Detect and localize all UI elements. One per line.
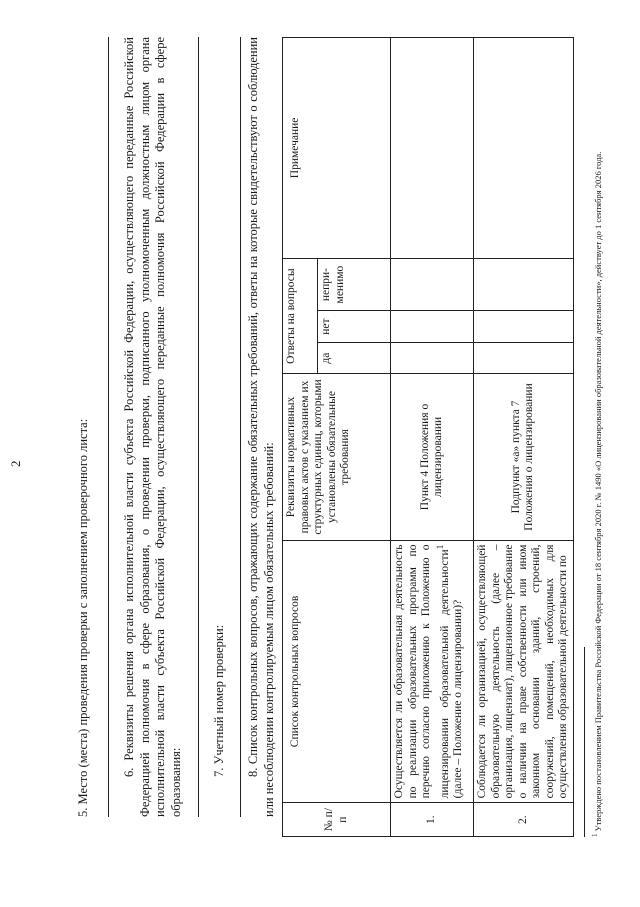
footnote-marker: 1	[591, 833, 599, 837]
row-2-na-cell[interactable]	[474, 258, 574, 311]
header-yes: да	[318, 342, 391, 374]
header-no: нет	[318, 311, 391, 343]
checklist-table	[282, 37, 574, 837]
item-6-fill-line	[198, 37, 199, 817]
header-questions: Список контрольных вопросов	[283, 540, 391, 803]
page-number: 2	[8, 460, 23, 467]
item-5-fill-line	[108, 37, 109, 817]
row-2-requisite: Подпункт «а» пункта 7 Положения о лицензировании	[474, 374, 574, 540]
row-1-number: 1.	[391, 803, 474, 837]
row-1-note-cell[interactable]	[391, 38, 474, 259]
row-2-number: 2.	[474, 803, 574, 837]
footnote-separator	[584, 647, 585, 837]
row-1-question: Осуществляется ли образовательная деятельность по реализации образовательных программ по перечню согласно приложению к Положению о лицензировании образовательной деятельности$^1$ (далее – Положение о лицензировании)?	[391, 540, 474, 803]
table-header-row	[283, 38, 318, 837]
row-2-no-cell[interactable]	[474, 311, 574, 343]
item-5-place: 5. Место (места) проведения проверки с заполнением проверочного листа:	[76, 418, 90, 817]
item-8-question-list-intro: 8. Список контрольных вопросов, отражающих содержание обязательных требований, ответы на которые свидетельствуют о соблюдении или несоблюдении контролируемым лицом обязательных требований:	[246, 37, 276, 817]
header-answers: Ответы на вопросы	[283, 258, 318, 374]
row-1-na-cell[interactable]	[391, 258, 474, 311]
row-2-yes-cell[interactable]	[474, 342, 574, 374]
table-row	[391, 38, 474, 837]
row-1-requisite: Пункт 4 Положения о лицензировании	[391, 374, 474, 540]
item-6-decision: 6. Реквизиты решения органа исполнительной власти субъекта Российской Федерации, осуществляющего переданные Российской Федерацией полномочия в сфере образования, о проведении проверки, подписанного уполномоченным должностным лицом органа исполнительной власти субъекта Российской Федерации, осуществляющего переданные полномочия Российской Федерации в сфере образования:	[122, 37, 183, 817]
header-note: Примечание	[283, 38, 391, 259]
header-number: № п/п	[283, 803, 391, 837]
row-2-note-cell[interactable]	[474, 38, 574, 259]
row-1-no-cell[interactable]	[391, 311, 474, 343]
table-row	[474, 38, 574, 837]
item-7-fill-line	[240, 37, 241, 817]
header-not-applicable: непри-менимо	[318, 258, 391, 311]
footnote-ref: 1	[434, 544, 446, 550]
footnote-text: Утверждено постановлением Правительства Российской Федерации от 18 сентября 2020 г. № 1490 «О лицензировании образовательной деятельности», действует до 1 сентября 2026 года.	[592, 151, 603, 832]
footnote	[590, 37, 604, 837]
row-2-question: Соблюдается ли организацией, осуществляющей образовательную деятельность (далее – организация, лицензиат), лицензионное требование о наличии на праве собственности или ином законном основании зданий, строений, сооружений, помещений, необходимых для осуществления образовательной деятельности по	[474, 540, 574, 803]
row-1-yes-cell[interactable]	[391, 342, 474, 374]
item-7-check-number: 7. Учетный номер проверки:	[212, 624, 226, 777]
header-requisites: Реквизиты нормативных правовых актов с указанием их структурных единиц, которыми установлены обязательные требования	[283, 374, 391, 540]
